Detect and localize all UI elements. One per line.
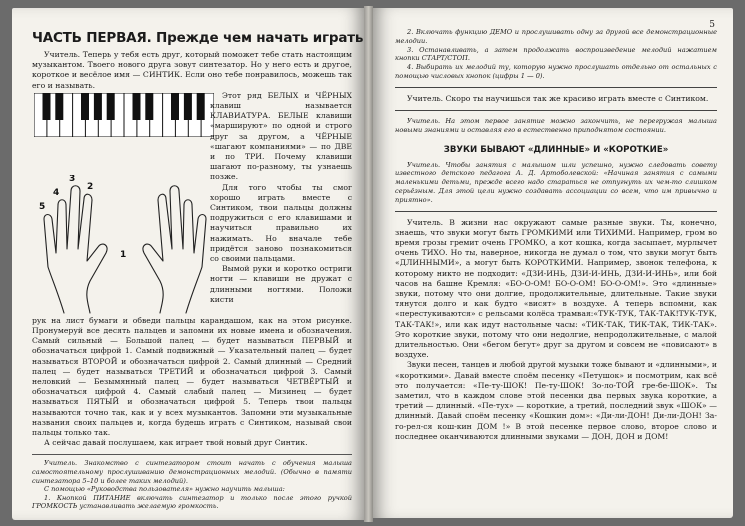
steps-list [395, 28, 717, 81]
finger-names-paragraph: рук на лист бумаги и обведи пальцы карандашом, как на этом рисунке. Пронумеруй все десять пальцев и запомни их новые имена и обозначения. Самый сильный — Большой палец — будет называться ПЕРВЫЙ и обозначаться цифрой 1. Самый подвижный — Указательный палец — будет называться ВТОРОЙ и обозначаться цифрой 2. Самый длинный — Средний палец — будет называться ТРЕТИЙ и обозначаться цифрой 3. Самый неловкий — Безымянный палец — будет называться ЧЕТВЁРТЫЙ и обозначаться цифрой 4. Самый слабый палец — Мизинец — будет называться ПЯТЫЙ и обозначаться цифрой 5. Теперь твои пальцы называются точно так, как и у всех музыкантов. Запомни эти музыкальные названия своих пальцев и, когда будешь играть с Синтиком, называй свои пальцы только так. [32, 315, 352, 438]
teacher-note-text: Учитель. На этом первое занятие можно закончить, не перегружая малыша новыми знаниями и оставляя его в естественно приподнятом состоянии. [395, 116, 717, 134]
note-paragraph-3: 1. Кнопкой ПИТАНИЕ включать синтезатор и только после этого ручкой ГРОМКОСТЬ устанавливать желаемую громкость. [32, 493, 352, 511]
divider [395, 110, 717, 111]
finger-number-1: 1 [120, 249, 127, 260]
left-page [12, 8, 364, 520]
fingers-friends-paragraph: Для того чтобы ты смог хорошо играть вместе с Синтиком, твои пальцы должны подружиться с его клавишами и научиться правильно их нажимать. Но вначале тебе придётся заново познакомиться со своими пальцами. [210, 182, 352, 264]
finger-number-2: 2 [87, 181, 94, 192]
keyboard-paragraph: Этот ряд БЕЛЫХ и ЧЁРНЫХ клавиш называется КЛАВИАТУРА. БЕЛЫЕ клавиши «маршируют» по одной и строго друг за другом, а ЧЁРНЫЕ «шагают компаниями» — по ДВЕ и по ТРИ. Почему клавиши шагают по-разному, ты узнаешь позже. [210, 90, 352, 182]
teacher-note-block [395, 117, 717, 135]
finger-number-5: 5 [39, 201, 46, 212]
songs-paragraph: Звуки песен, танцев и любой другой музыки тоже бывают и «длинными», и «короткими». Давай вместе споём песенку «Петушок» и посмотрим, как всё это получается: «Пе-ту-ШОК! Пе-ту-ШОК! Зо-ло-ТОЙ гре-бе-ШОК». Ты заметил, что в каждом слове этой песенки два первых звука короткие, а третий — длинный. «Пе-тух» — короткие, а третий, последний звук «ШОК» — длинный. Давай споём песенку «Кошкин дом»: «Ди-ли-ДОН! Ди-ли-ДОН! За-го-рел-ся кош-кин ДОМ !» В этой песенке первое слово, второе слово и последнее оканчиваются длинными звуками — ДОН, ДОН и ДОМ! [395, 360, 717, 441]
teacher-note [32, 454, 352, 511]
figure-caption-column [210, 91, 352, 305]
page-number: 5 [709, 20, 715, 30]
book-spine [364, 6, 373, 522]
sounds-paragraph: Учитель. В жизни нас окружают самые разные звуки. Ты, конечно, знаешь, что звуки могут быть ГРОМКИМИ или ТИХИМИ. Например, гром во время грозы гремит очень ГРОМКО, а кот кошка, когда засыпает, мурлычет очень ТИХО. Но ты, наверное, никогда не думал о том, что звуки могут быть «ДЛИННЫМИ», а могут быть КОРОТКИМИ. Например, звонок телефона, к которому никто не подходит: «ДЗИ-ИНЬ, ДЗИ-И-ИНЬ, ДЗИ-И-ИНЬ», или бой часов на башне Кремля: «БО-О-ОМ! БО-О-ОМ! БО-О-ОМ!». Это «длинные» звуки, потому что они долгие, продолжительные, длительные. Такие звуки тянутся долго и как будто «висят» в воздухе. А теперь вспомни, как «перестукиваются» с рельсами колёса трамвая:«ТУК-ТУК, ТАК-ТАК!ТУК-ТУК, ТАК-ТАК!», или как идут настольные часы: «ТИК-ТАК, ТИК-ТАК, ТИК-ТАК». Это короткие звуки, потому что они недолгие, непродолжительные, с малой длительностью. Они «бегом бегут» друг за другом и совсем не «повисают» в воздухе. [395, 217, 717, 360]
keyboard-illustration [34, 93, 214, 137]
divider [395, 211, 717, 212]
section-heading: ЗВУКИ БЫВАЮТ «ДЛИННЫЕ» И «КОРОТКИЕ» [443, 144, 669, 155]
wash-hands-paragraph: Вымой руки и коротко остриги ногти — клавиши не дружат с длинными ногтями. Положи кисти [210, 264, 352, 304]
divider [395, 87, 717, 88]
step-item: 4. Выбирать их мелодий ту, которую нужно прослушать отдельно от остальных с помощью числовых кнопок (цифры 1 — 0). [395, 63, 717, 80]
note-paragraph-1: Учитель. Знакомство с синтезатором стоит начать с обучения малыша самостоятельному прослушиванию демонстрационных мелодий. (Обычно в памяти синтезатора 5–10 и более таких мелодий). [32, 459, 352, 485]
intro-paragraph: Учитель. Теперь у тебя есть друг, который поможет тебе стать настоящим музыкантом. Твоего нового друга зовут синтезатор. Но у него есть и другое, короткое и весёлое имя — СИНТИК. Если оно тебе понравилось, можешь так его и называть. [32, 50, 352, 90]
quote-block [395, 161, 717, 205]
quote-text: Учитель. Чтобы занятия с малышом шли успешно, нужно следовать совету известного детского педагога А. Д. Артоболевской: «Начиная занятия с самыми маленькими детьми, прежде всего надо стараться не отпугнуть их чем-то слишком серьёзным. Для этой цели нужно создавать ассоциации со всем, что им привычно и приятно». [395, 160, 717, 204]
finger-number-3: 3 [69, 174, 76, 184]
figure-area [32, 91, 352, 316]
step-item: 2. Включать функцию ДЕМО и прослушивать одну за другой все демонстрационные мелодии. [395, 28, 717, 45]
note-paragraph-2: С помощью «Руководства пользователя» нужно научить малыша: [44, 485, 285, 494]
traced-hands-illustration [36, 175, 214, 315]
page-heading: ЧАСТЬ ПЕРВАЯ. Прежде чем начать играть [32, 30, 364, 46]
listen-paragraph: А сейчас давай послушаем, как играет твой новый друг Синтик. [44, 438, 308, 448]
teacher-line: Учитель. Скоро ты научишься так же красиво играть вместе с Синтиком. [407, 93, 709, 103]
step-item: 3. Останавливать, а затем продолжать воспроизведение мелодий нажатием кнопки СТАРТ/СТОП. [395, 45, 717, 63]
finger-number-4: 4 [53, 187, 60, 198]
right-page [373, 8, 733, 518]
